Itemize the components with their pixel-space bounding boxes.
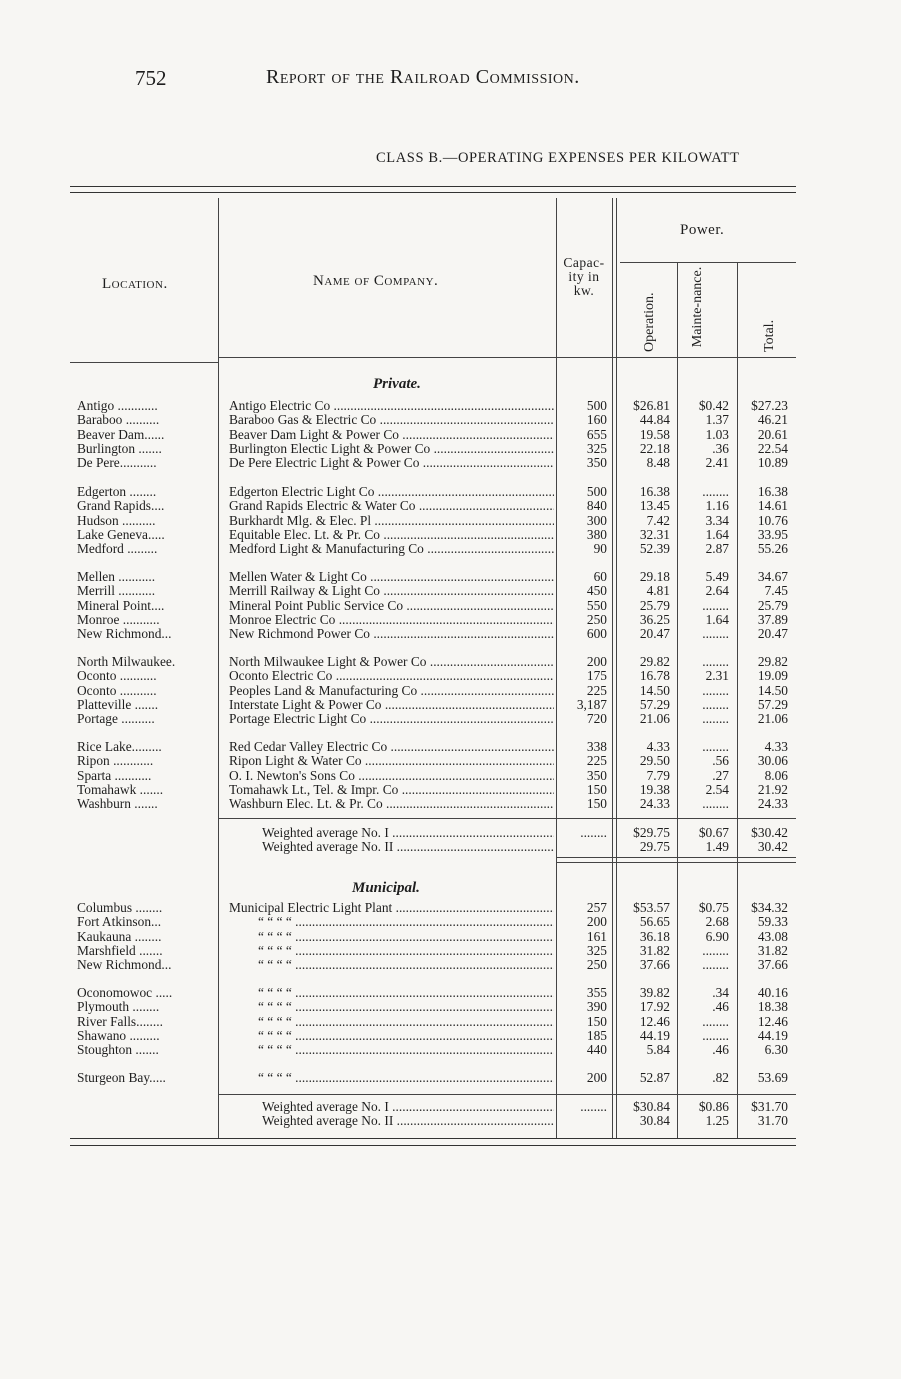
table-row xyxy=(0,399,901,413)
operation-cell: 29.82 xyxy=(639,655,670,669)
table-row xyxy=(0,584,901,598)
location-cell: Beaver Dam...... xyxy=(77,427,165,442)
capacity-cell: 250 xyxy=(586,612,607,627)
total-cell: 30.42 xyxy=(757,840,788,854)
table-row xyxy=(0,485,901,499)
maintenance-cell: $0.75 xyxy=(698,901,729,915)
average-label: Weighted average No. I ..... xyxy=(262,1100,554,1114)
capacity-cell: 325 xyxy=(586,943,607,958)
table-row xyxy=(0,1015,901,1029)
total-cell: 21.06 xyxy=(757,712,788,727)
operation-cell: $26.81 xyxy=(633,399,670,413)
operation-cell: 39.82 xyxy=(639,986,670,1000)
header-operation: Operation. xyxy=(642,292,657,352)
total-cell: 34.67 xyxy=(757,570,788,584)
capacity-cell: 350 xyxy=(586,456,607,471)
operation-cell: 16.78 xyxy=(639,669,670,684)
header-total: Total. xyxy=(762,319,777,352)
total-cell: 20.61 xyxy=(757,427,788,442)
maintenance-cell: .56 xyxy=(712,754,729,769)
maintenance-cell: 1.64 xyxy=(705,612,729,627)
capacity-cell: 225 xyxy=(586,683,607,698)
capacity-cell: 3,187 xyxy=(576,697,607,712)
maintenance-cell: .34 xyxy=(712,986,729,1000)
capacity-cell: 150 xyxy=(586,797,607,812)
capacity-cell: 200 xyxy=(586,1071,607,1085)
total-cell: 40.16 xyxy=(757,986,788,1000)
top-rule-2 xyxy=(70,192,796,193)
table-row xyxy=(0,754,901,768)
table-row xyxy=(0,499,901,513)
total-cell: 14.50 xyxy=(757,683,788,698)
company-cell: Burlington Electic Light & Power Co ..... xyxy=(229,442,554,456)
company-cell: Portage Electric Light Co ..... xyxy=(229,712,554,726)
capacity-cell: 175 xyxy=(586,669,607,684)
capacity-cell: 200 xyxy=(586,655,607,669)
maintenance-cell: 2.41 xyxy=(705,456,729,471)
average-label: Weighted average No. I ..... xyxy=(262,826,554,840)
total-cell: 24.33 xyxy=(757,797,788,812)
location-cell: Mellen ........... xyxy=(77,570,156,584)
table-subtitle: CLASS B.—OPERATING EXPENSES PER KILOWATT xyxy=(376,150,740,166)
company-cell: “ “ “ “ ..... xyxy=(258,930,554,944)
total-cell: 43.08 xyxy=(757,929,788,944)
location-cell: Baraboo .......... xyxy=(77,413,160,428)
maintenance-cell: ........ xyxy=(702,740,729,754)
capacity-cell: 350 xyxy=(586,768,607,783)
table-row xyxy=(0,655,901,669)
location-cell: Sparta ........... xyxy=(77,768,152,783)
total-cell: 22.54 xyxy=(757,441,788,456)
company-cell: Beaver Dam Light & Power Co ..... xyxy=(229,428,554,442)
header-location: Location. xyxy=(102,276,168,292)
table-row xyxy=(0,514,901,528)
table-row xyxy=(0,528,901,542)
table-row xyxy=(0,1029,901,1043)
location-cell: New Richmond... xyxy=(77,627,172,642)
bottom-rule xyxy=(70,1138,796,1139)
table-row xyxy=(0,797,901,811)
capacity-cell: 390 xyxy=(586,1000,607,1015)
total-cell: $30.42 xyxy=(751,826,788,840)
maintenance-cell: 1.25 xyxy=(705,1114,729,1128)
capacity-cell: 338 xyxy=(586,740,607,754)
total-cell: 31.70 xyxy=(757,1114,788,1128)
operation-cell: 29.50 xyxy=(639,754,670,769)
total-cell: 14.61 xyxy=(757,499,788,514)
capacity-cell: 200 xyxy=(586,915,607,930)
company-cell: Municipal Electric Light Plant ..... xyxy=(229,901,554,915)
capacity-cell: 840 xyxy=(586,499,607,514)
location-cell: Merrill ........... xyxy=(77,584,156,599)
company-cell: “ “ “ “ ..... xyxy=(258,1000,554,1014)
capacity-cell: 60 xyxy=(593,570,607,584)
operation-cell: 5.84 xyxy=(646,1043,670,1058)
total-cell: 53.69 xyxy=(757,1071,788,1085)
location-cell: Grand Rapids.... xyxy=(77,499,165,514)
company-cell: Washburn Elec. Lt. & Pr. Co ..... xyxy=(229,797,554,811)
total-cell: 46.21 xyxy=(757,413,788,428)
location-cell: Ripon ............ xyxy=(77,754,154,769)
location-cell: Mineral Point.... xyxy=(77,598,165,613)
maintenance-cell: .27 xyxy=(712,768,729,783)
maintenance-cell: ........ xyxy=(702,697,729,712)
capacity-cell: 450 xyxy=(586,584,607,599)
table-row xyxy=(0,669,901,683)
company-cell: Edgerton Electric Light Co ..... xyxy=(229,485,554,499)
total-cell: 4.33 xyxy=(764,740,788,754)
table-row xyxy=(0,1071,901,1085)
total-cell: 19.09 xyxy=(757,669,788,684)
total-cell: 10.76 xyxy=(757,513,788,528)
operation-cell: 4.33 xyxy=(646,740,670,754)
operation-cell: 24.33 xyxy=(639,797,670,812)
maintenance-cell: 6.90 xyxy=(705,929,729,944)
maintenance-cell: ........ xyxy=(702,683,729,698)
maintenance-cell: 5.49 xyxy=(705,570,729,584)
table-row xyxy=(0,613,901,627)
table-row xyxy=(0,930,901,944)
maintenance-cell: ........ xyxy=(702,712,729,727)
location-cell: Burlington ....... xyxy=(77,441,162,456)
operation-cell: 52.87 xyxy=(639,1071,670,1085)
capacity-cell: 90 xyxy=(593,542,607,557)
table-row xyxy=(0,901,901,915)
location-cell: Medford ......... xyxy=(77,542,158,557)
capacity-cell: 160 xyxy=(586,413,607,428)
operation-cell: 4.81 xyxy=(646,584,670,599)
total-cell: 44.19 xyxy=(757,1028,788,1043)
capacity-cell: 150 xyxy=(586,1014,607,1029)
maintenance-cell: 1.16 xyxy=(705,499,729,514)
location-cell: Platteville ....... xyxy=(77,697,159,712)
operation-cell: 21.06 xyxy=(639,712,670,727)
operation-cell: 7.79 xyxy=(646,768,670,783)
operation-cell: 57.29 xyxy=(639,697,670,712)
capacity-cell: 150 xyxy=(586,782,607,797)
company-cell: Peoples Land & Manufacturing Co ..... xyxy=(229,684,554,698)
section-municipal: Municipal. xyxy=(352,880,420,896)
capacity-cell: 225 xyxy=(586,754,607,769)
capacity-cell: ........ xyxy=(580,1100,607,1114)
maintenance-cell: .46 xyxy=(712,1043,729,1058)
operation-cell: 32.31 xyxy=(639,527,670,542)
location-cell: Plymouth ........ xyxy=(77,1000,160,1015)
operation-cell: 44.19 xyxy=(639,1028,670,1043)
location-cell: Stoughton ....... xyxy=(77,1043,159,1058)
header-company: Name of Company. xyxy=(313,273,439,289)
total-cell: 7.45 xyxy=(764,584,788,599)
table-row xyxy=(0,599,901,613)
company-cell: “ “ “ “ ..... xyxy=(258,958,554,972)
total-cell: 21.92 xyxy=(757,782,788,797)
maintenance-cell: 2.54 xyxy=(705,782,729,797)
running-title: Report of the Railroad Commission. xyxy=(266,66,580,88)
operation-cell: 25.79 xyxy=(639,598,670,613)
page-number: 752 xyxy=(135,66,167,90)
capacity-cell: 600 xyxy=(586,627,607,642)
company-cell: Mellen Water & Light Co ..... xyxy=(229,570,554,584)
total-cell: $31.70 xyxy=(751,1100,788,1114)
table-row xyxy=(0,570,901,584)
location-cell: Shawano ......... xyxy=(77,1028,160,1043)
maintenance-cell: 2.87 xyxy=(705,542,729,557)
maintenance-cell: 1.37 xyxy=(705,413,729,428)
location-cell: Sturgeon Bay..... xyxy=(77,1071,166,1085)
location-cell: Oconto ........... xyxy=(77,683,157,698)
table-row xyxy=(0,428,901,442)
avg-rule-private-top xyxy=(218,818,796,819)
capacity-cell: 550 xyxy=(586,598,607,613)
total-cell: 37.89 xyxy=(757,612,788,627)
weighted-average-row xyxy=(0,1114,901,1128)
table-row xyxy=(0,627,901,641)
header-maintenance: Mainte-nance. xyxy=(690,266,705,348)
operation-cell: 14.50 xyxy=(639,683,670,698)
company-cell: “ “ “ “ ..... xyxy=(258,915,554,929)
total-cell: 31.82 xyxy=(757,943,788,958)
company-cell: Equitable Elec. Lt. & Pr. Co ..... xyxy=(229,528,554,542)
avg-rule-private xyxy=(556,857,796,858)
capacity-cell: 655 xyxy=(586,427,607,442)
maintenance-cell: 2.68 xyxy=(705,915,729,930)
maintenance-cell: ........ xyxy=(702,598,729,613)
average-label: Weighted average No. II ..... xyxy=(262,840,554,854)
capacity-cell: 300 xyxy=(586,513,607,528)
company-cell: Antigo Electric Co ..... xyxy=(229,399,554,413)
operation-cell: 20.47 xyxy=(639,627,670,642)
company-cell: Oconto Electric Co ..... xyxy=(229,669,554,683)
table-row xyxy=(0,769,901,783)
operation-cell: 13.45 xyxy=(639,499,670,514)
total-cell: 6.30 xyxy=(764,1043,788,1058)
capacity-cell: 500 xyxy=(586,485,607,499)
location-cell: Hudson .......... xyxy=(77,513,156,528)
operation-cell: 36.18 xyxy=(639,929,670,944)
maintenance-cell: 3.34 xyxy=(705,513,729,528)
location-cell: Rice Lake......... xyxy=(77,740,162,754)
maintenance-cell: $0.86 xyxy=(698,1100,729,1114)
operation-cell: 17.92 xyxy=(639,1000,670,1015)
table-row xyxy=(0,456,901,470)
operation-cell: 56.65 xyxy=(639,915,670,930)
maintenance-cell: ........ xyxy=(702,958,729,973)
maintenance-cell: .46 xyxy=(712,1000,729,1015)
operation-cell: 52.39 xyxy=(639,542,670,557)
maintenance-cell: ........ xyxy=(702,485,729,499)
total-cell: 59.33 xyxy=(757,915,788,930)
maintenance-cell: 1.64 xyxy=(705,527,729,542)
section-private: Private. xyxy=(373,376,421,392)
capacity-cell: 380 xyxy=(586,527,607,542)
maintenance-cell: ........ xyxy=(702,797,729,812)
company-cell: Interstate Light & Power Co ..... xyxy=(229,698,554,712)
total-cell: 29.82 xyxy=(757,655,788,669)
operation-cell: $29.75 xyxy=(633,826,670,840)
total-cell: 37.66 xyxy=(757,958,788,973)
maintenance-cell: ........ xyxy=(702,943,729,958)
total-cell: 18.38 xyxy=(757,1000,788,1015)
location-cell: Portage .......... xyxy=(77,712,155,727)
operation-cell: 8.48 xyxy=(646,456,670,471)
table-row xyxy=(0,698,901,712)
operation-cell: 22.18 xyxy=(639,441,670,456)
location-cell: New Richmond... xyxy=(77,958,172,973)
company-cell: “ “ “ “ ..... xyxy=(258,1043,554,1057)
company-cell: Baraboo Gas & Electric Co ..... xyxy=(229,413,554,427)
company-cell: Burkhardt Mlg. & Elec. Pl ..... xyxy=(229,514,554,528)
company-cell: O. I. Newton's Sons Co ..... xyxy=(229,769,554,783)
company-cell: “ “ “ “ ..... xyxy=(258,1015,554,1029)
total-cell: 33.95 xyxy=(757,527,788,542)
total-cell: 30.06 xyxy=(757,754,788,769)
header-capacity: Capac-ity in kw. xyxy=(563,255,605,298)
company-cell: “ “ “ “ ..... xyxy=(258,1029,554,1043)
company-cell: Tomahawk Lt., Tel. & Impr. Co ..... xyxy=(229,783,554,797)
location-cell: Marshfield ....... xyxy=(77,943,163,958)
maintenance-cell: ........ xyxy=(702,1028,729,1043)
location-cell: Kaukauna ........ xyxy=(77,929,162,944)
company-cell: North Milwaukee Light & Power Co ..... xyxy=(229,655,554,669)
header-rule-2 xyxy=(218,357,796,358)
maintenance-cell: $0.67 xyxy=(698,826,729,840)
total-cell: 25.79 xyxy=(757,598,788,613)
company-cell: Medford Light & Manufacturing Co ..... xyxy=(229,542,554,556)
capacity-cell: 355 xyxy=(586,986,607,1000)
maintenance-cell: 2.64 xyxy=(705,584,729,599)
bottom-rule-2 xyxy=(70,1145,796,1146)
operation-cell: 7.42 xyxy=(646,513,670,528)
operation-cell: $53.57 xyxy=(633,901,670,915)
total-cell: $34.32 xyxy=(751,901,788,915)
total-cell: 10.89 xyxy=(757,456,788,471)
location-cell: Lake Geneva..... xyxy=(77,527,165,542)
company-cell: “ “ “ “ ..... xyxy=(258,944,554,958)
capacity-cell: 440 xyxy=(586,1043,607,1058)
maintenance-cell: ........ xyxy=(702,1014,729,1029)
location-cell: De Pere........... xyxy=(77,456,157,471)
location-cell: Edgerton ........ xyxy=(77,485,157,499)
location-cell: Antigo ............ xyxy=(77,399,158,413)
weighted-average-row xyxy=(0,1100,901,1114)
total-cell: 57.29 xyxy=(757,697,788,712)
capacity-cell: 257 xyxy=(586,901,607,915)
location-cell: Fort Atkinson... xyxy=(77,915,162,930)
operation-cell: 16.38 xyxy=(639,485,670,499)
maintenance-cell: ........ xyxy=(702,627,729,642)
maintenance-cell: 1.49 xyxy=(705,840,729,854)
table-row xyxy=(0,1000,901,1014)
total-cell: 16.38 xyxy=(757,485,788,499)
table-row xyxy=(0,986,901,1000)
table-row xyxy=(0,413,901,427)
maintenance-cell: 2.31 xyxy=(705,669,729,684)
company-cell: Merrill Railway & Light Co ..... xyxy=(229,584,554,598)
location-cell: Washburn ....... xyxy=(77,797,158,812)
operation-cell: 36.25 xyxy=(639,612,670,627)
operation-cell: 37.66 xyxy=(639,958,670,973)
operation-cell: 12.46 xyxy=(639,1014,670,1029)
maintenance-cell: 1.03 xyxy=(705,427,729,442)
capacity-cell: 161 xyxy=(586,929,607,944)
location-cell: Tomahawk ....... xyxy=(77,782,164,797)
avg-rule-muni-top xyxy=(218,1094,796,1095)
company-cell: New Richmond Power Co ..... xyxy=(229,627,554,641)
capacity-cell: 185 xyxy=(586,1028,607,1043)
table-row xyxy=(0,783,901,797)
table-row xyxy=(0,915,901,929)
weighted-average-row xyxy=(0,826,901,840)
table-row xyxy=(0,1043,901,1057)
table-row xyxy=(0,442,901,456)
maintenance-cell: ........ xyxy=(702,655,729,669)
total-cell: 12.46 xyxy=(757,1014,788,1029)
table-row xyxy=(0,958,901,972)
weighted-average-row xyxy=(0,840,901,854)
operation-cell: 19.38 xyxy=(639,782,670,797)
total-cell: 55.26 xyxy=(757,542,788,557)
header-power: Power. xyxy=(680,222,725,238)
header-rule xyxy=(70,362,218,363)
table-row xyxy=(0,944,901,958)
capacity-cell: ........ xyxy=(580,826,607,840)
power-rule xyxy=(620,262,796,263)
table-row xyxy=(0,740,901,754)
maintenance-cell: .36 xyxy=(712,441,729,456)
operation-cell: 19.58 xyxy=(639,427,670,442)
average-label: Weighted average No. II ..... xyxy=(262,1114,554,1128)
total-cell: 8.06 xyxy=(764,768,788,783)
capacity-cell: 720 xyxy=(586,712,607,727)
table-row xyxy=(0,684,901,698)
location-cell: Oconto ........... xyxy=(77,669,157,684)
company-cell: Red Cedar Valley Electric Co ..... xyxy=(229,740,554,754)
operation-cell: 29.75 xyxy=(639,840,670,854)
company-cell: Ripon Light & Water Co ..... xyxy=(229,754,554,768)
maintenance-cell: .82 xyxy=(712,1071,729,1085)
company-cell: Grand Rapids Electric & Water Co ..... xyxy=(229,499,554,513)
operation-cell: $30.84 xyxy=(633,1100,670,1114)
operation-cell: 31.82 xyxy=(639,943,670,958)
top-rule xyxy=(70,186,796,187)
total-cell: 20.47 xyxy=(757,627,788,642)
operation-cell: 44.84 xyxy=(639,413,670,428)
capacity-cell: 250 xyxy=(586,958,607,973)
location-cell: River Falls........ xyxy=(77,1014,163,1029)
company-cell: Mineral Point Public Service Co ..... xyxy=(229,599,554,613)
capacity-cell: 325 xyxy=(586,441,607,456)
table-row xyxy=(0,712,901,726)
company-cell: De Pere Electric Light & Power Co ..... xyxy=(229,456,554,470)
location-cell: Monroe ........... xyxy=(77,612,160,627)
total-cell: $27.23 xyxy=(751,399,788,413)
location-cell: North Milwaukee. xyxy=(77,655,176,669)
location-cell: Columbus ........ xyxy=(77,901,163,915)
company-cell: “ “ “ “ ..... xyxy=(258,1071,554,1085)
maintenance-cell: $0.42 xyxy=(698,399,729,413)
avg-rule-private-2 xyxy=(556,862,796,863)
capacity-cell: 500 xyxy=(586,399,607,413)
table-row xyxy=(0,542,901,556)
operation-cell: 30.84 xyxy=(639,1114,670,1128)
location-cell: Oconomowoc ..... xyxy=(77,986,173,1000)
operation-cell: 29.18 xyxy=(639,570,670,584)
company-cell: Monroe Electric Co ..... xyxy=(229,613,554,627)
company-cell: “ “ “ “ ..... xyxy=(258,986,554,1000)
